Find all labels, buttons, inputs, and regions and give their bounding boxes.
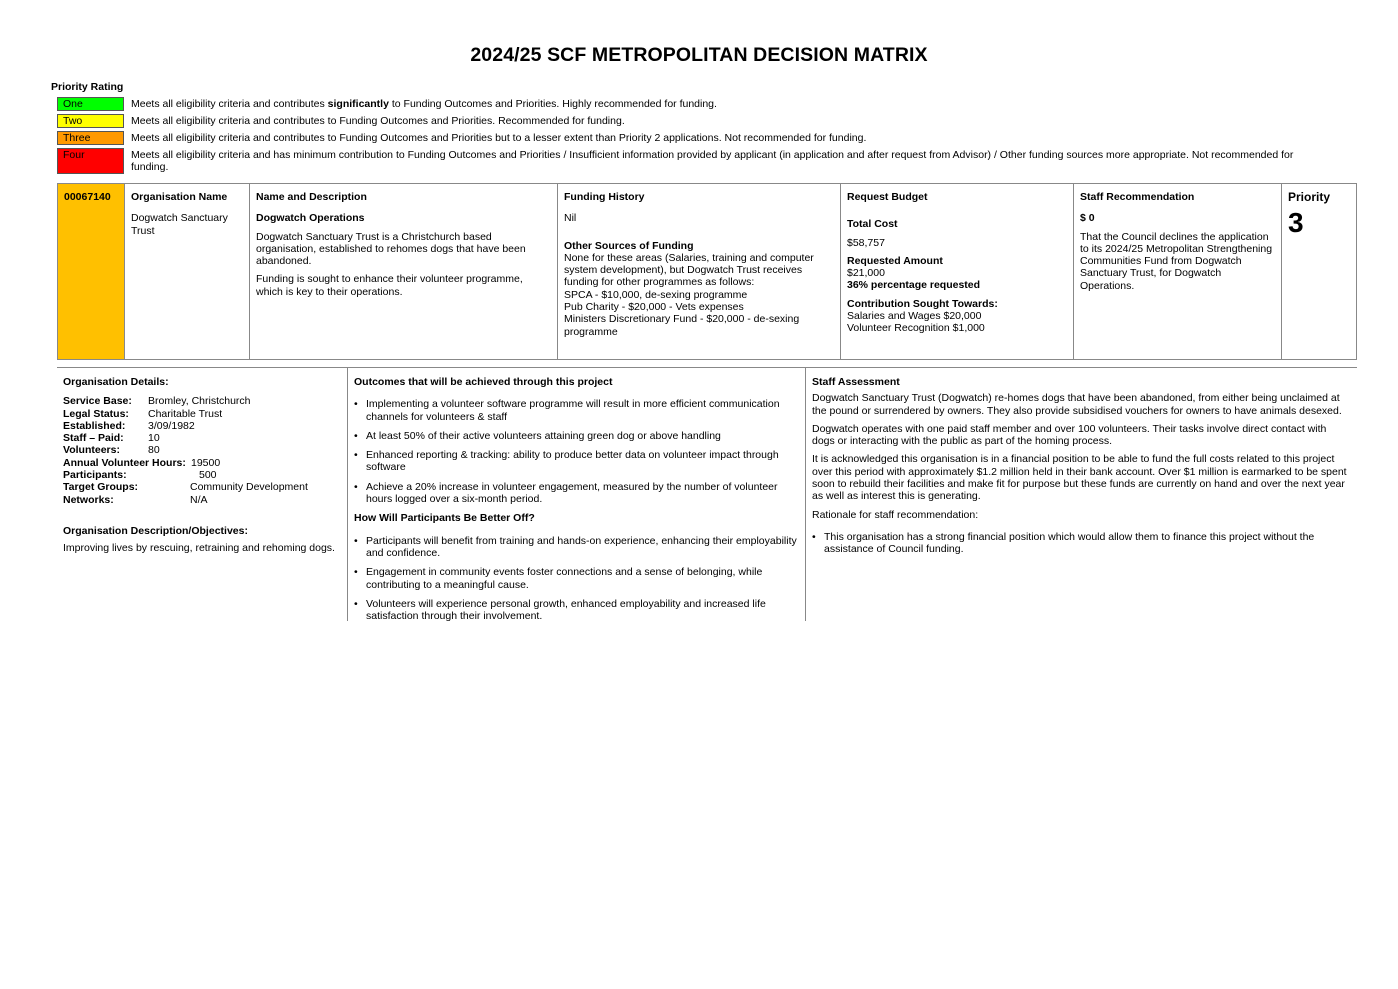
detail-row: Target Groups: Community Development xyxy=(63,481,308,494)
organisation-details-header: Organisation Details: xyxy=(63,376,169,388)
project-description: Dogwatch Sanctuary Trust is a Christchurch based organisation, established to rehomes dogs that have been abandoned. xyxy=(256,230,526,268)
priority-cell xyxy=(1282,184,1356,359)
priority-rating-legend xyxy=(57,97,1357,174)
other-funding-header: Other Sources of Funding xyxy=(564,239,694,252)
rationale-list xyxy=(812,531,1351,556)
staff-recommendation-header: Staff Recommendation xyxy=(1080,191,1195,203)
organisation-name: Dogwatch Sanctuary Trust xyxy=(131,212,228,237)
organisation-name-header: Organisation Name xyxy=(131,191,228,203)
organisation-name-cell xyxy=(125,184,250,359)
detail-row: Volunteers: 80 xyxy=(63,444,160,457)
rationale-item: • This organisation has a strong financial position which would allow them to finance this project without the assistance of Council funding. xyxy=(812,531,1351,556)
better-off-item: • Engagement in community events foster connections and a sense of belonging, while contributing to a meaningful cause. xyxy=(354,566,799,591)
priority-swatch-four: Four xyxy=(58,149,124,174)
detail-row: Established: 3/09/1982 xyxy=(63,419,195,432)
contribution-item: Salaries and Wages $20,000 xyxy=(847,310,982,323)
objectives-text: Improving lives by rescuing, retraining and rehoming dogs. xyxy=(63,542,335,555)
priority-swatch-two: Two xyxy=(58,115,124,128)
better-off-header: How Will Participants Be Better Off? xyxy=(354,512,535,525)
name-description-cell xyxy=(250,184,558,359)
other-funding-item: Ministers Discretionary Fund - $20,000 - de-sexing programme xyxy=(564,313,800,338)
priority-desc-three: Meets all eligibility criteria and contributes to Funding Outcomes and Priorities but to a lesser extent than Priority 2 applications. Not recommended for funding. xyxy=(131,131,867,144)
priority-row-two xyxy=(58,115,1357,128)
total-cost-label: Total Cost xyxy=(847,218,898,231)
other-funding-text: None for these areas (Salaries, training and computer system development), but Dogwatch Trust receives funding for other programmes as follows: xyxy=(564,251,814,289)
priority-header: Priority xyxy=(1288,190,1331,204)
staff-recommendation-cell xyxy=(1074,184,1282,359)
funding-history-header: Funding History xyxy=(564,191,645,203)
application-id: 00067140 xyxy=(58,184,125,359)
outcome-item: • At least 50% of their active volunteers attaining green dog or above handling xyxy=(354,430,799,442)
detail-row: Staff – Paid: 10 xyxy=(63,432,160,445)
other-funding-item: Pub Charity - $20,000 - Vets expenses xyxy=(564,301,744,314)
assessment-paragraph: It is acknowledged this organisation is in a financial position to be able to fund the full costs related to this project over this period with approximately $1.2 million held in their bank account. Over $1 million is earmarked to be spent soon to rebuild their facilities and make fit for purpose but these funds are currently on hand and over the next year as well as interest this is generating. xyxy=(812,453,1347,503)
recommendation-text: That the Council declines the application to its 2024/25 Metropolitan Strengthening Communities Fund from Dogwatch Sanctuary Trust, for Dogwatch Operations. xyxy=(1080,230,1273,292)
page-title: 2024/25 SCF METROPOLITAN DECISION MATRIX xyxy=(470,44,928,66)
outcome-item: • Enhanced reporting & tracking: ability to produce better data on volunteer impact through software xyxy=(354,449,799,474)
detail-row: Annual Volunteer Hours: 19500 xyxy=(63,456,221,469)
priority-swatch-three: Three xyxy=(58,132,124,145)
priority-rating-heading: Priority Rating xyxy=(51,81,124,93)
assessment-section xyxy=(57,367,1357,621)
outcomes-panel xyxy=(348,368,806,621)
assessment-paragraph: Dogwatch operates with one paid staff member and over 100 volunteers. Their tasks involve direct contact with dogs or interacting with the public as part of the homing process. xyxy=(812,422,1327,448)
funding-history-cell xyxy=(558,184,841,359)
staff-assessment-panel xyxy=(806,368,1357,621)
project-name: Dogwatch Operations xyxy=(256,212,365,225)
percentage-requested: 36% percentage requested xyxy=(847,279,981,292)
application-summary-table xyxy=(57,183,1357,360)
request-budget-cell xyxy=(841,184,1074,359)
better-off-item: • Participants will benefit from training and hands-on experience, enhancing their employability and confidence. xyxy=(354,535,799,560)
outcome-item: • Implementing a volunteer software programme will result in more efficient communication channels for volunteers & staff xyxy=(354,398,799,423)
total-cost-value: $58,757 xyxy=(847,236,885,249)
outcomes-header: Outcomes that will be achieved through this project xyxy=(354,376,613,388)
objectives-header: Organisation Description/Objectives: xyxy=(63,524,248,537)
rationale-label: Rationale for staff recommendation: xyxy=(812,508,979,521)
priority-value: 3 xyxy=(1288,207,1304,239)
better-off-list xyxy=(354,535,799,623)
priority-row-one xyxy=(58,98,1357,111)
contribution-label: Contribution Sought Towards: xyxy=(847,297,998,310)
requested-amount-label: Requested Amount xyxy=(847,254,943,267)
name-description-header: Name and Description xyxy=(256,191,367,203)
organisation-details-panel xyxy=(57,368,348,621)
priority-row-four xyxy=(58,149,1357,174)
detail-row: Participants: 500 xyxy=(63,469,217,482)
requested-amount-value: $21,000 xyxy=(847,267,885,280)
priority-desc-one: Meets all eligibility criteria and contributes significantly to Funding Outcomes and Priorities. Highly recommended for funding. xyxy=(131,97,717,110)
outcomes-list xyxy=(354,398,799,505)
outcome-item: • Achieve a 20% increase in volunteer engagement, measured by the number of volunteer hours logged over a six-month period. xyxy=(354,481,799,506)
detail-row: Service Base: Bromley, Christchurch xyxy=(63,395,251,408)
recommended-amount: $ 0 xyxy=(1080,212,1095,225)
staff-assessment-header: Staff Assessment xyxy=(812,376,900,388)
other-funding-item: SPCA - $10,000, de-sexing programme xyxy=(564,288,748,301)
priority-swatch-one: One xyxy=(58,98,124,111)
priority-row-three xyxy=(58,132,1357,145)
priority-desc-four: Meets all eligibility criteria and has minimum contribution to Funding Outcomes and Priorities / Insufficient information provided by applicant (in application and after request from Advisor) / Other funding sources more appropriate. Not recommended for funding. xyxy=(131,148,1294,173)
detail-row: Legal Status: Charitable Trust xyxy=(63,407,223,420)
contribution-item: Volunteer Recognition $1,000 xyxy=(847,322,985,335)
detail-row: Networks: N/A xyxy=(63,493,208,506)
request-budget-header: Request Budget xyxy=(847,191,928,203)
better-off-item: • Volunteers will experience personal growth, enhanced employability and increased life satisfaction through their involvement. xyxy=(354,598,799,623)
project-funding-purpose: Funding is sought to enhance their volunteer programme, which is key to their operations. xyxy=(256,273,523,298)
funding-history-value: Nil xyxy=(564,212,577,225)
priority-desc-two: Meets all eligibility criteria and contributes to Funding Outcomes and Priorities. Recommended for funding. xyxy=(131,114,625,127)
assessment-paragraph: Dogwatch Sanctuary Trust (Dogwatch) re-homes dogs that have been abandoned, from either being unclaimed at the pound or surrendered by owners. They also provide subsidised vouchers for owners to have animals desexed. xyxy=(812,392,1342,417)
